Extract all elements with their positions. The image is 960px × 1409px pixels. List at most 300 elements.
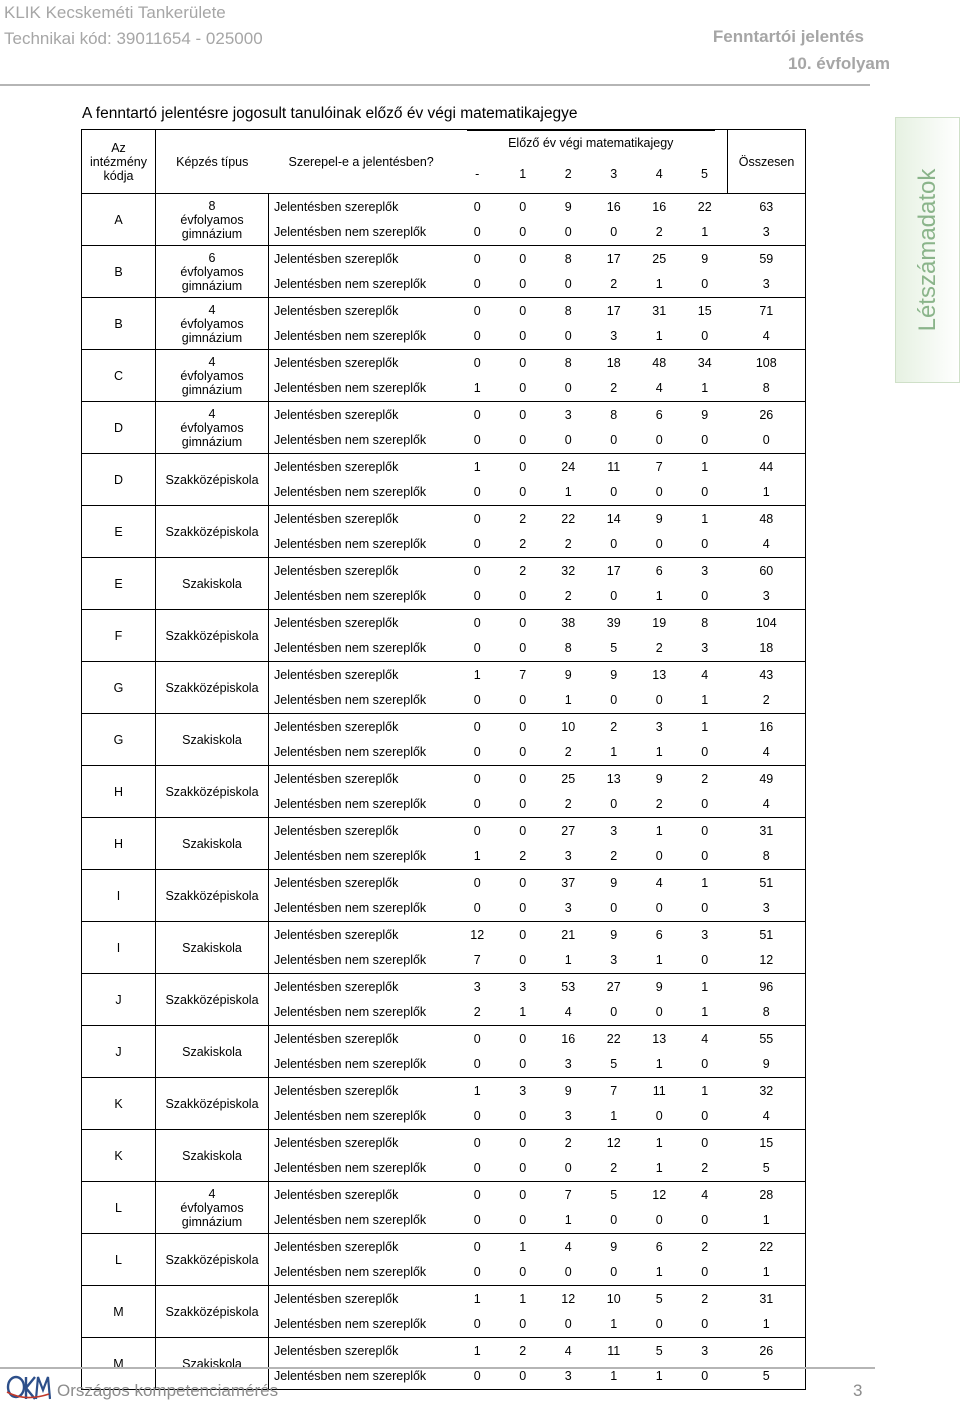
label-excluded: Jelentésben nem szereplők bbox=[269, 1260, 455, 1286]
label-included: Jelentésben szereplők bbox=[269, 610, 455, 636]
page-header-right bbox=[712, 26, 890, 75]
grade-count-cell: 0 bbox=[473, 277, 481, 292]
institution-code: B bbox=[82, 298, 156, 350]
grade-count-cell: 0 bbox=[610, 1213, 618, 1228]
grade-count-cell: 0 bbox=[500, 1182, 546, 1208]
institution-code: D bbox=[82, 454, 156, 506]
col-header-grade: 3 bbox=[591, 155, 637, 194]
table-row bbox=[82, 454, 806, 480]
label-included: Jelentésben szereplők bbox=[269, 1338, 455, 1364]
grade-count-cell: 0 bbox=[701, 1265, 709, 1280]
grade-count-cell: 0 bbox=[500, 610, 546, 636]
institution-code: C bbox=[82, 350, 156, 402]
grade-count-cell: 3 bbox=[610, 329, 618, 344]
grade-count-cell: 8 bbox=[682, 610, 728, 636]
grade-count-cell: 9 bbox=[637, 974, 683, 1000]
grade-count-cell: 2 bbox=[519, 537, 527, 552]
total-cell: 26 bbox=[728, 1338, 806, 1364]
grade-count-cell: 0 bbox=[610, 1265, 618, 1280]
label-excluded: Jelentésben nem szereplők bbox=[269, 688, 455, 714]
institution-code: F bbox=[82, 610, 156, 662]
total-cell: 12 bbox=[728, 948, 806, 974]
training-type: Szakiskola bbox=[156, 818, 269, 870]
grade-count-cell: 8 bbox=[546, 298, 592, 324]
grade-count-cell: 0 bbox=[610, 225, 618, 240]
grade-count-cell: 1 bbox=[701, 693, 709, 708]
total-cell: 2 bbox=[728, 688, 806, 714]
label-excluded: Jelentésben nem szereplők bbox=[269, 844, 455, 870]
table-body bbox=[82, 194, 806, 1390]
grade-count-cell: 0 bbox=[500, 350, 546, 376]
training-type: Szakközépiskola bbox=[156, 506, 269, 558]
label-included: Jelentésben szereplők bbox=[269, 1130, 455, 1156]
grade-count-cell: 2 bbox=[610, 277, 618, 292]
grade-count-cell: 5 bbox=[610, 641, 618, 656]
grade-count-cell: 0 bbox=[701, 1109, 709, 1124]
training-type: 4 évfolyamos gimnázium bbox=[156, 350, 269, 402]
training-type: Szakközépiskola bbox=[156, 766, 269, 818]
grade-count-cell: 1 bbox=[610, 1317, 618, 1332]
grade-count-cell: 1 bbox=[455, 1078, 501, 1104]
grade-count-cell: 0 bbox=[500, 454, 546, 480]
grade-count-cell: 8 bbox=[546, 246, 592, 272]
footer-divider bbox=[0, 1367, 875, 1369]
label-excluded: Jelentésben nem szereplők bbox=[269, 792, 455, 818]
grade-count-cell: 0 bbox=[519, 901, 527, 916]
grade-count-cell: 0 bbox=[500, 246, 546, 272]
grade-count-cell: 6 bbox=[637, 402, 683, 428]
grade-count-cell: 7 bbox=[473, 953, 481, 968]
grade-count-cell: 1 bbox=[655, 589, 663, 604]
institution-code: A bbox=[82, 194, 156, 246]
grade-count-cell: 0 bbox=[473, 225, 481, 240]
grade-count-cell: 0 bbox=[473, 329, 481, 344]
grade-count-cell: 2 bbox=[591, 714, 637, 740]
report-type: Fenntartói jelentés bbox=[712, 27, 864, 46]
side-tab-label: Létszámadatok bbox=[913, 168, 941, 332]
training-type: 8 évfolyamos gimnázium bbox=[156, 194, 269, 246]
grade-count-cell: 0 bbox=[500, 1364, 546, 1390]
grade-count-cell: 0 bbox=[519, 589, 527, 604]
institution-code: J bbox=[82, 1026, 156, 1078]
grade-count-cell: 0 bbox=[610, 901, 618, 916]
grade-count-cell: 1 bbox=[701, 381, 709, 396]
grade-count-cell: 13 bbox=[637, 1026, 683, 1052]
label-included: Jelentésben szereplők bbox=[269, 818, 455, 844]
grade-count-cell: 2 bbox=[655, 641, 663, 656]
table-row bbox=[82, 662, 806, 688]
table-row bbox=[82, 506, 806, 532]
grade-count-cell: 2 bbox=[546, 1130, 592, 1156]
total-cell: 22 bbox=[728, 1234, 806, 1260]
grade-count-cell: 3 bbox=[455, 974, 501, 1000]
total-cell: 1 bbox=[728, 480, 806, 506]
grade-count-cell: 2 bbox=[564, 589, 572, 604]
grade-count-cell: 2 bbox=[500, 506, 546, 532]
grade-count-cell: 0 bbox=[682, 818, 728, 844]
grade-count-cell: 1 bbox=[655, 329, 663, 344]
grade-count-cell: 0 bbox=[701, 745, 709, 760]
total-cell: 9 bbox=[728, 1052, 806, 1078]
grade-count-cell: 0 bbox=[500, 818, 546, 844]
institution-code: J bbox=[82, 974, 156, 1026]
grade-count-cell: 3 bbox=[701, 641, 709, 656]
total-cell: 18 bbox=[728, 636, 806, 662]
label-excluded: Jelentésben nem szereplők bbox=[269, 324, 455, 350]
total-cell: 8 bbox=[728, 376, 806, 402]
label-included: Jelentésben szereplők bbox=[269, 558, 455, 584]
grade-count-cell: 9 bbox=[591, 662, 637, 688]
grade-count-cell: 8 bbox=[564, 641, 572, 656]
institution-code: L bbox=[82, 1234, 156, 1286]
grade-count-cell: 0 bbox=[655, 485, 663, 500]
total-cell: 104 bbox=[728, 610, 806, 636]
grade-count-cell: 12 bbox=[591, 1130, 637, 1156]
label-included: Jelentésben szereplők bbox=[269, 246, 455, 272]
label-excluded: Jelentésben nem szereplők bbox=[269, 532, 455, 558]
label-included: Jelentésben szereplők bbox=[269, 1182, 455, 1208]
grade-count-cell: 2 bbox=[564, 537, 572, 552]
training-type: Szakközépiskola bbox=[156, 610, 269, 662]
total-cell: 5 bbox=[728, 1364, 806, 1390]
grade-count-cell: 8 bbox=[546, 350, 592, 376]
grade-count-cell: 12 bbox=[637, 1182, 683, 1208]
grade-count-cell: 9 bbox=[591, 1234, 637, 1260]
label-included: Jelentésben szereplők bbox=[269, 1286, 455, 1312]
grade-count-cell: 1 bbox=[655, 745, 663, 760]
grade-count-cell: 0 bbox=[455, 714, 501, 740]
label-included: Jelentésben szereplők bbox=[269, 714, 455, 740]
total-cell: 3 bbox=[728, 220, 806, 246]
col-header-grade: 1 bbox=[500, 155, 546, 194]
grade-count-cell: 10 bbox=[546, 714, 592, 740]
grade-count-cell: 9 bbox=[591, 870, 637, 896]
grade-count-cell: 27 bbox=[546, 818, 592, 844]
grade-count-cell: 18 bbox=[591, 350, 637, 376]
grade-count-cell: 1 bbox=[682, 714, 728, 740]
grade-count-cell: 2 bbox=[564, 797, 572, 812]
grade-count-cell: 9 bbox=[546, 662, 592, 688]
label-excluded: Jelentésben nem szereplők bbox=[269, 376, 455, 402]
label-included: Jelentésben szereplők bbox=[269, 870, 455, 896]
grade-count-cell: 3 bbox=[682, 922, 728, 948]
grade-count-cell: 0 bbox=[519, 797, 527, 812]
grade-count-cell: 22 bbox=[591, 1026, 637, 1052]
grade-count-cell: 48 bbox=[637, 350, 683, 376]
total-cell: 51 bbox=[728, 870, 806, 896]
training-type: Szakiskola bbox=[156, 1026, 269, 1078]
grade-count-cell: 9 bbox=[546, 194, 592, 220]
grade-count-cell: 0 bbox=[655, 1005, 663, 1020]
grade-count-cell: 0 bbox=[455, 818, 501, 844]
grade-count-cell: 0 bbox=[655, 1109, 663, 1124]
grade-count-cell: 2 bbox=[610, 381, 618, 396]
grade-count-cell: 2 bbox=[564, 745, 572, 760]
grade-count-cell: 13 bbox=[591, 766, 637, 792]
grade-count-cell: 0 bbox=[655, 537, 663, 552]
grade-count-cell: 3 bbox=[682, 1338, 728, 1364]
grade-count-cell: 0 bbox=[500, 194, 546, 220]
grade-count-cell: 0 bbox=[473, 693, 481, 708]
grade-count-cell: 0 bbox=[500, 922, 546, 948]
grade-count-cell: 5 bbox=[637, 1338, 683, 1364]
org-name: KLIK Kecskeméti Tankerülete bbox=[4, 3, 226, 22]
table-row bbox=[82, 1078, 806, 1104]
total-cell: 3 bbox=[728, 584, 806, 610]
grade-count-cell: 3 bbox=[546, 402, 592, 428]
table-row bbox=[82, 1182, 806, 1208]
total-cell: 60 bbox=[728, 558, 806, 584]
grade-count-cell: 0 bbox=[564, 277, 572, 292]
grade-count-cell: 1 bbox=[655, 277, 663, 292]
grade-count-cell: 17 bbox=[591, 558, 637, 584]
label-included: Jelentésben szereplők bbox=[269, 1026, 455, 1052]
institution-code: I bbox=[82, 870, 156, 922]
grade-count-cell: 0 bbox=[701, 849, 709, 864]
label-included: Jelentésben szereplők bbox=[269, 402, 455, 428]
grade-count-cell: 0 bbox=[455, 298, 501, 324]
total-cell: 63 bbox=[728, 194, 806, 220]
grade-count-cell: 12 bbox=[546, 1286, 592, 1312]
grade-count-cell: 1 bbox=[701, 225, 709, 240]
grade-count-cell: 1 bbox=[455, 454, 501, 480]
grade-count-cell: 8 bbox=[591, 402, 637, 428]
training-type: 4 évfolyamos gimnázium bbox=[156, 402, 269, 454]
grade-count-cell: 0 bbox=[701, 485, 709, 500]
grade-count-cell: 0 bbox=[519, 953, 527, 968]
grade-count-cell: 0 bbox=[519, 433, 527, 448]
grade-count-cell: 1 bbox=[455, 1286, 501, 1312]
label-included: Jelentésben szereplők bbox=[269, 1078, 455, 1104]
grade-count-cell: 0 bbox=[519, 641, 527, 656]
institution-code: I bbox=[82, 922, 156, 974]
grade-count-cell: 0 bbox=[455, 350, 501, 376]
label-excluded: Jelentésben nem szereplők bbox=[269, 1000, 455, 1026]
grade-count-cell: 0 bbox=[500, 1026, 546, 1052]
technical-code: Technikai kód: 39011654 - 025000 bbox=[4, 29, 263, 48]
grade-count-cell: 0 bbox=[701, 1317, 709, 1332]
institution-code: K bbox=[82, 1130, 156, 1182]
grade-count-cell: 0 bbox=[655, 433, 663, 448]
grade-count-cell: 1 bbox=[637, 1130, 683, 1156]
grade-count-cell: 1 bbox=[682, 454, 728, 480]
grade-count-cell: 1 bbox=[682, 870, 728, 896]
grade-count-cell: 0 bbox=[473, 433, 481, 448]
footer-text: Országos kompetenciamérés bbox=[57, 1381, 279, 1400]
grade-count-cell: 0 bbox=[655, 1213, 663, 1228]
grade-count-cell: 2 bbox=[682, 1234, 728, 1260]
institution-code: G bbox=[82, 662, 156, 714]
okm-logo-icon bbox=[5, 1372, 51, 1402]
grade-count-cell: 0 bbox=[610, 1005, 618, 1020]
grade-count-cell: 0 bbox=[519, 1317, 527, 1332]
label-excluded: Jelentésben nem szereplők bbox=[269, 480, 455, 506]
label-included: Jelentésben szereplők bbox=[269, 766, 455, 792]
grade-count-cell: 2 bbox=[500, 558, 546, 584]
grade-count-cell: 4 bbox=[546, 1234, 592, 1260]
label-excluded: Jelentésben nem szereplők bbox=[269, 1208, 455, 1234]
grade-count-cell: 1 bbox=[473, 849, 481, 864]
table-row bbox=[82, 1338, 806, 1364]
label-included: Jelentésben szereplők bbox=[269, 298, 455, 324]
grade-count-cell: 0 bbox=[473, 641, 481, 656]
table-row bbox=[82, 1026, 806, 1052]
training-type: Szakközépiskola bbox=[156, 454, 269, 506]
total-cell: 31 bbox=[728, 818, 806, 844]
grade-count-cell: 3 bbox=[637, 714, 683, 740]
col-header-grade: 5 bbox=[682, 155, 728, 194]
grade-count-cell: 4 bbox=[682, 1182, 728, 1208]
grade-count-cell: 3 bbox=[546, 1364, 592, 1390]
grade-count-cell: 0 bbox=[519, 1057, 527, 1072]
grade-count-cell: 5 bbox=[610, 1057, 618, 1072]
grade-count-cell: 0 bbox=[610, 589, 618, 604]
col-header-grade: 4 bbox=[637, 155, 683, 194]
institution-code: E bbox=[82, 558, 156, 610]
institution-code: M bbox=[82, 1338, 156, 1390]
grade-count-cell: 0 bbox=[473, 485, 481, 500]
grade-count-cell: 1 bbox=[564, 953, 572, 968]
grade-count-cell: 0 bbox=[519, 225, 527, 240]
grade-count-cell: 0 bbox=[610, 797, 618, 812]
col-header-total: Összesen bbox=[728, 130, 806, 194]
grade-count-cell: 10 bbox=[591, 1286, 637, 1312]
grade-count-cell: 25 bbox=[546, 766, 592, 792]
total-cell: 1 bbox=[728, 1208, 806, 1234]
total-cell: 8 bbox=[728, 1000, 806, 1026]
grade-count-cell: 0 bbox=[701, 1057, 709, 1072]
col-header-code: Az intézmény kódja bbox=[82, 130, 156, 194]
grade-count-cell: 4 bbox=[682, 662, 728, 688]
grade-count-cell: 1 bbox=[591, 1364, 637, 1390]
table-row bbox=[82, 350, 806, 376]
col-header-grade: 2 bbox=[546, 155, 592, 194]
grade-count-cell: 11 bbox=[637, 1078, 683, 1104]
total-cell: 16 bbox=[728, 714, 806, 740]
training-type: Szakiskola bbox=[156, 714, 269, 766]
label-excluded: Jelentésben nem szereplők bbox=[269, 948, 455, 974]
grade-count-cell: 1 bbox=[610, 745, 618, 760]
grade-count-cell: 2 bbox=[500, 1338, 546, 1364]
grade-count-cell: 1 bbox=[637, 818, 683, 844]
grade-count-cell: 1 bbox=[500, 1234, 546, 1260]
grade-count-cell: 1 bbox=[564, 693, 572, 708]
grade-count-cell: 0 bbox=[701, 797, 709, 812]
total-cell: 3 bbox=[728, 272, 806, 298]
label-included: Jelentésben szereplők bbox=[269, 506, 455, 532]
grade-count-cell: 2 bbox=[701, 1161, 709, 1176]
grade-count-cell: 0 bbox=[682, 1364, 728, 1390]
page-number: 3 bbox=[853, 1381, 863, 1400]
grade-count-cell: 5 bbox=[591, 1182, 637, 1208]
grade-count-cell: 3 bbox=[682, 558, 728, 584]
grade-count-cell: 3 bbox=[610, 953, 618, 968]
grade-count-cell: 25 bbox=[637, 246, 683, 272]
institution-code: H bbox=[82, 818, 156, 870]
label-included: Jelentésben szereplők bbox=[269, 1234, 455, 1260]
grade-count-cell: 0 bbox=[473, 797, 481, 812]
grade-count-cell: 0 bbox=[473, 1057, 481, 1072]
grade-count-cell: 7 bbox=[637, 454, 683, 480]
grade-count-cell: 0 bbox=[701, 953, 709, 968]
label-excluded: Jelentésben nem szereplők bbox=[269, 1052, 455, 1078]
table-row bbox=[82, 766, 806, 792]
institution-code: G bbox=[82, 714, 156, 766]
grade-count-cell: 22 bbox=[682, 194, 728, 220]
grade-count-cell: 0 bbox=[455, 610, 501, 636]
grade-count-cell: 16 bbox=[637, 194, 683, 220]
grade-count-cell: 0 bbox=[519, 329, 527, 344]
grade-count-cell: 0 bbox=[500, 714, 546, 740]
grade-count-cell: 3 bbox=[564, 1057, 572, 1072]
grade-count-cell: 0 bbox=[610, 485, 618, 500]
grade-count-cell: 0 bbox=[500, 298, 546, 324]
grade-count-cell: 0 bbox=[655, 1317, 663, 1332]
grade-count-cell: 9 bbox=[637, 506, 683, 532]
grade-count-cell: 0 bbox=[519, 1213, 527, 1228]
grade-count-cell: 7 bbox=[500, 662, 546, 688]
grade-count-cell: 14 bbox=[591, 506, 637, 532]
grade-count-cell: 0 bbox=[655, 693, 663, 708]
grade-count-cell: 0 bbox=[455, 246, 501, 272]
grade-count-cell: 1 bbox=[473, 381, 481, 396]
total-cell: 5 bbox=[728, 1156, 806, 1182]
grade-count-cell: 0 bbox=[610, 537, 618, 552]
grade-count-cell: 0 bbox=[473, 589, 481, 604]
label-included: Jelentésben szereplők bbox=[269, 194, 455, 220]
grade-count-cell: 3 bbox=[564, 849, 572, 864]
grade-count-cell: 9 bbox=[546, 1078, 592, 1104]
grade-count-cell: 17 bbox=[591, 246, 637, 272]
grade-count-cell: 9 bbox=[682, 246, 728, 272]
grade-count-cell: 0 bbox=[455, 558, 501, 584]
grade-count-cell: 0 bbox=[473, 1109, 481, 1124]
table-row bbox=[82, 870, 806, 896]
institution-code: M bbox=[82, 1286, 156, 1338]
table-row bbox=[82, 402, 806, 428]
training-type: Szakközépiskola bbox=[156, 1234, 269, 1286]
grade-count-cell: 0 bbox=[519, 277, 527, 292]
total-cell: 4 bbox=[728, 324, 806, 350]
total-cell: 31 bbox=[728, 1286, 806, 1312]
grade-count-cell: 3 bbox=[500, 1078, 546, 1104]
grade-count-cell: 0 bbox=[500, 870, 546, 896]
grade-count-cell: 7 bbox=[546, 1182, 592, 1208]
label-excluded: Jelentésben nem szereplők bbox=[269, 584, 455, 610]
grade-count-cell: 3 bbox=[564, 901, 572, 916]
label-excluded: Jelentésben nem szereplők bbox=[269, 220, 455, 246]
col-header-grade: - bbox=[455, 155, 501, 194]
grade-count-cell: 3 bbox=[564, 1109, 572, 1124]
total-cell: 26 bbox=[728, 402, 806, 428]
total-cell: 49 bbox=[728, 766, 806, 792]
grade-count-cell: 1 bbox=[682, 506, 728, 532]
grade-count-cell: 0 bbox=[564, 1265, 572, 1280]
grade-count-cell: 1 bbox=[655, 1057, 663, 1072]
grade-count-cell: 0 bbox=[610, 693, 618, 708]
grade-count-cell: 9 bbox=[591, 922, 637, 948]
grade-count-cell: 1 bbox=[564, 485, 572, 500]
grade-count-cell: 53 bbox=[546, 974, 592, 1000]
page-header-left bbox=[4, 0, 263, 52]
grade-count-cell: 2 bbox=[655, 797, 663, 812]
total-cell: 71 bbox=[728, 298, 806, 324]
training-type: Szakközépiskola bbox=[156, 1078, 269, 1130]
grade-count-cell: 34 bbox=[682, 350, 728, 376]
institution-code: D bbox=[82, 402, 156, 454]
grade-count-cell: 0 bbox=[455, 1182, 501, 1208]
total-cell: 51 bbox=[728, 922, 806, 948]
